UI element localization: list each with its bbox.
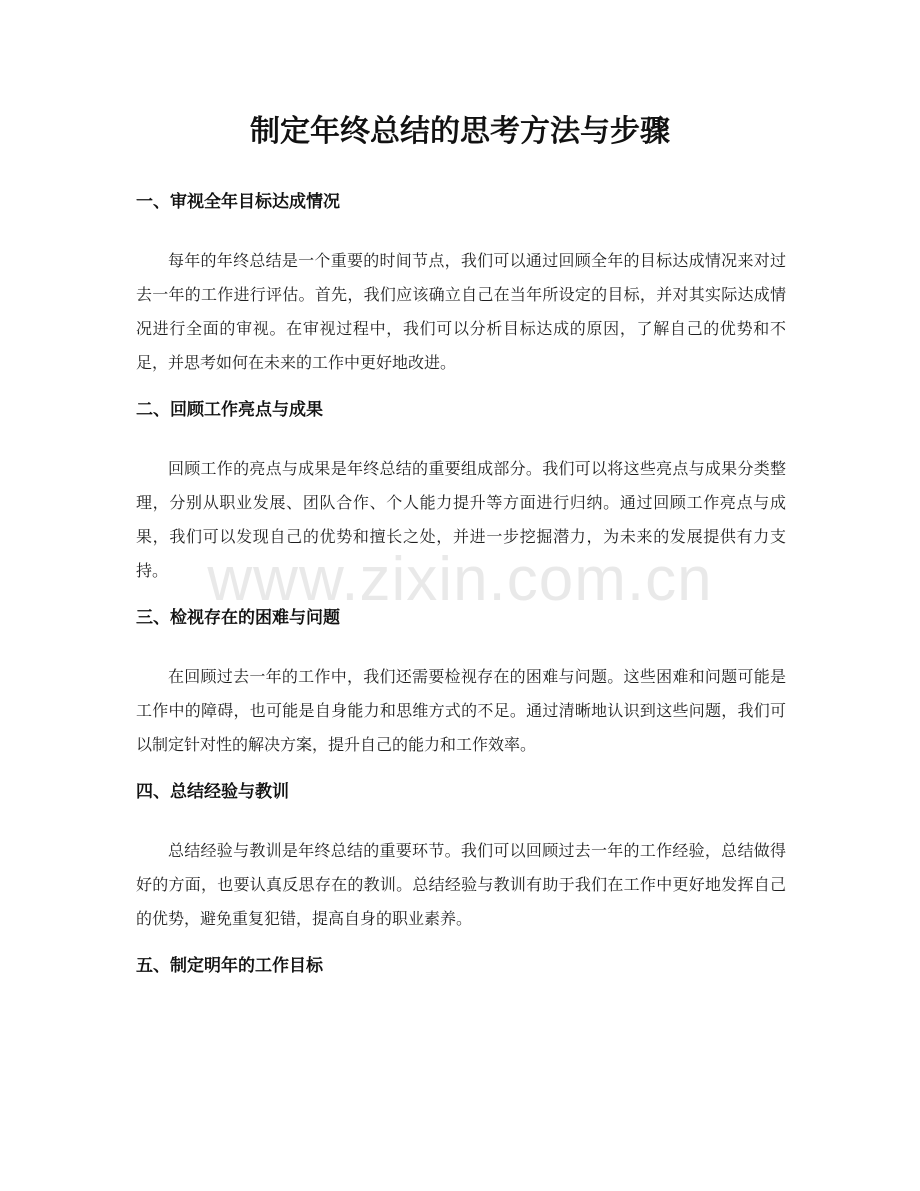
- section-paragraph: 每年的年终总结是一个重要的时间节点，我们可以通过回顾全年的目标达成情况来对过去一年的工作进行评估。首先，我们应该确立自己在当年所设定的目标，并对其实际达成情况进行全面的审视。在审视过程中，我们可以分析目标达成的原因，了解自己的优势和不足，并思考如何在未来的工作中更好地改进。: [136, 251, 786, 372]
- watermark: www.zixin.com.cn: [207, 545, 713, 614]
- section-heading: 三、检视存在的困难与问题: [136, 608, 340, 628]
- section-paragraph: 总结经验与教训是年终总结的重要环节。我们可以回顾过去一年的工作经验，总结做得好的方面，也要认真反思存在的教训。总结经验与教训有助于我们在工作中更好地发挥自己的优势，避免重复犯错，提高自身的职业素养。: [136, 841, 786, 928]
- section-heading: 一、审视全年目标达成情况: [136, 192, 340, 212]
- section-goal-review: [136, 188, 786, 380]
- section-next-year-goals: [136, 952, 786, 980]
- section-heading: 四、总结经验与教训: [136, 782, 289, 802]
- document-title: 制定年终总结的思考方法与步骤: [250, 114, 670, 149]
- section-highlights: [136, 396, 786, 588]
- section-difficulties: [136, 604, 786, 762]
- section-paragraph: 回顾工作的亮点与成果是年终总结的重要组成部分。我们可以将这些亮点与成果分类整理，分别从职业发展、团队合作、个人能力提升等方面进行归纳。通过回顾工作亮点与成果，我们可以发现自己的优势和擅长之处，并进一步挖掘潜力，为未来的发展提供有力支持。: [136, 459, 786, 580]
- section-paragraph: 在回顾过去一年的工作中，我们还需要检视存在的困难与问题。这些困难和问题可能是工作中的障碍，也可能是自身能力和思维方式的不足。通过清晰地认识到这些问题，我们可以制定针对性的解决方案，提升自己的能力和工作效率。: [136, 667, 786, 754]
- section-heading: 五、制定明年的工作目标: [136, 956, 323, 976]
- section-heading: 二、回顾工作亮点与成果: [136, 400, 323, 420]
- section-lessons: [136, 778, 786, 936]
